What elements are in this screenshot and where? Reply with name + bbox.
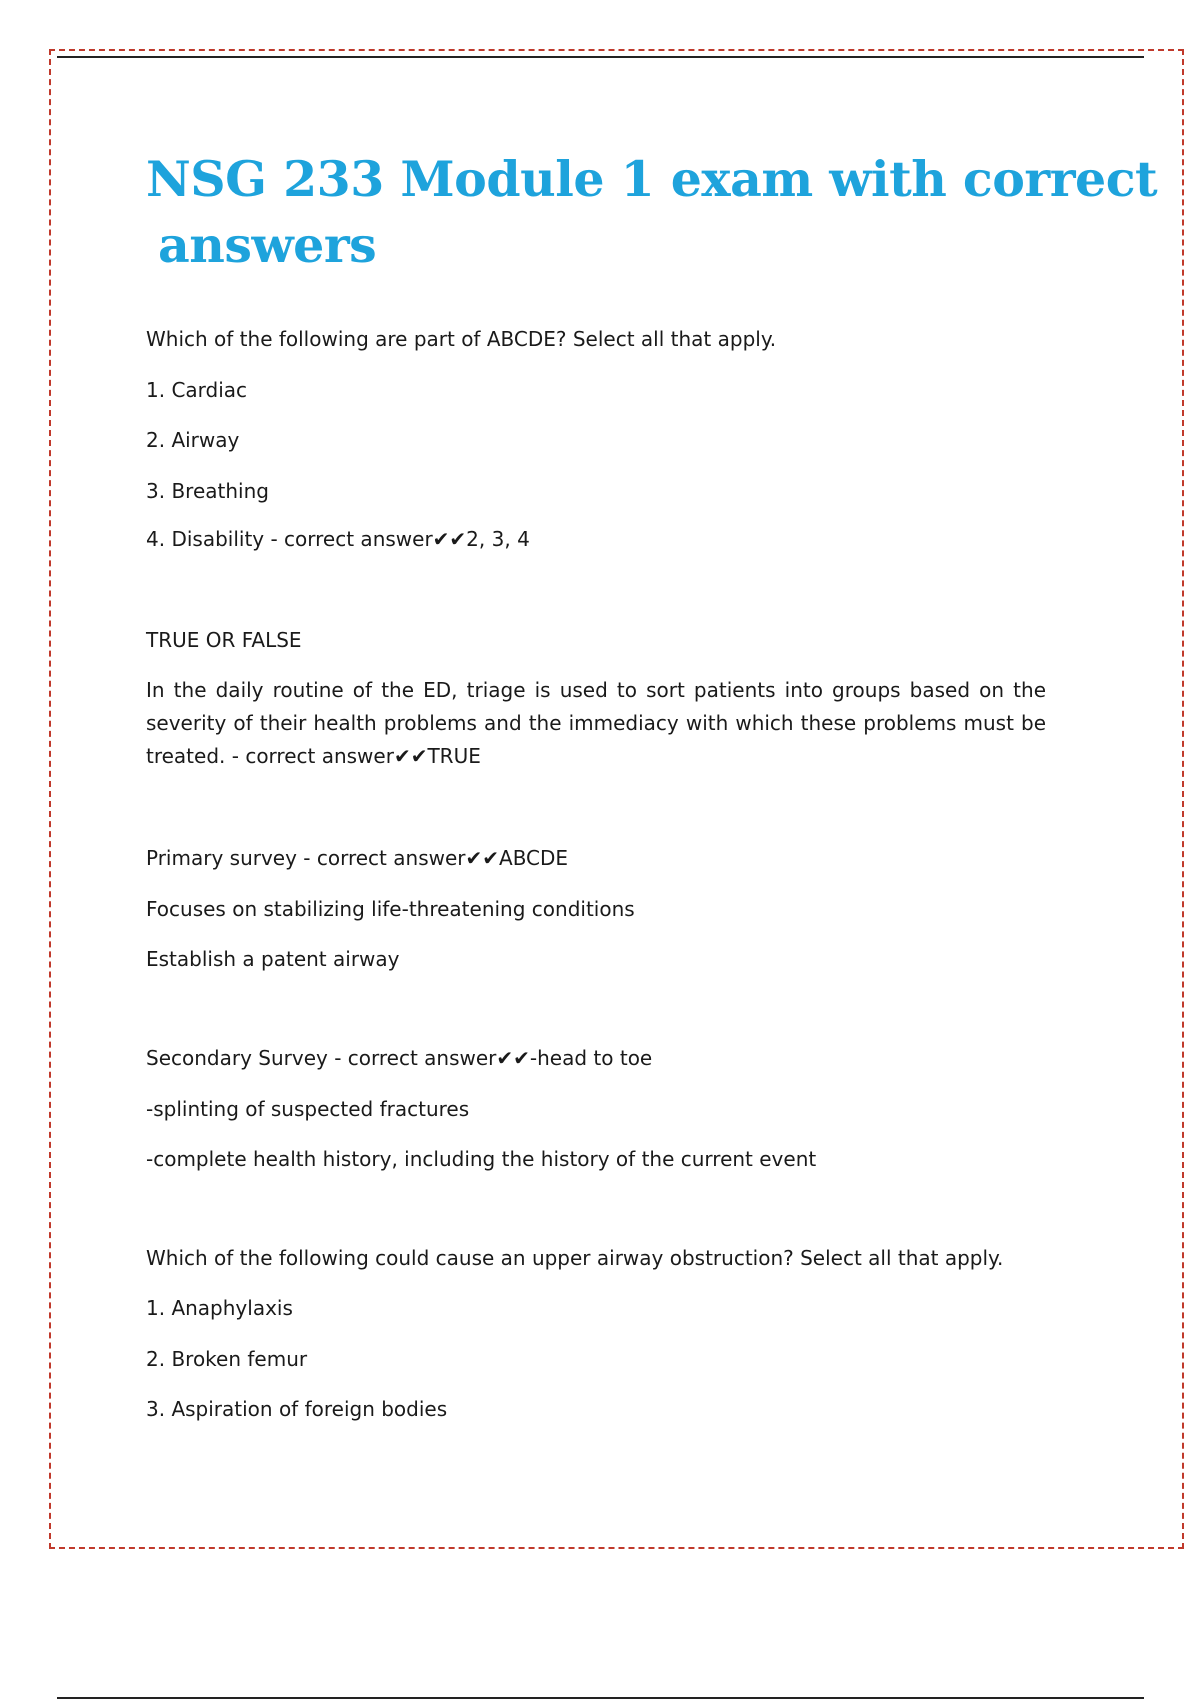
question-4-detail-2: -complete health history, including the history of the current event <box>146 1147 817 1171</box>
question-4-term-answer: Secondary Survey - correct answer✔✔-head to toe <box>146 1046 653 1070</box>
header-rule <box>57 56 1144 58</box>
question-5-option-3: 3. Aspiration of foreign bodies <box>146 1397 448 1421</box>
question-3-detail-1: Focuses on stabilizing life-threatening conditions <box>146 897 635 921</box>
question-3-term-answer: Primary survey - correct answer✔✔ABCDE <box>146 846 569 870</box>
title-line-1: NSG 233 Module 1 exam with correct <box>146 150 1158 208</box>
question-5-option-2: 2. Broken femur <box>146 1347 308 1371</box>
document-title <box>146 146 1158 278</box>
question-1-option-3: 3. Breathing <box>146 479 269 503</box>
question-1-option-4-answer: 4. Disability - correct answer✔✔2, 3, 4 <box>146 527 530 551</box>
question-3-detail-2: Establish a patent airway <box>146 947 400 971</box>
question-5-option-1: 1. Anaphylaxis <box>146 1296 293 1320</box>
question-1-option-2: 2. Airway <box>146 428 240 452</box>
question-5-prompt: Which of the following could cause an upper airway obstruction? Select all that apply. <box>146 1246 1004 1270</box>
question-2-heading: TRUE OR FALSE <box>146 628 302 652</box>
title-line-2: answers <box>158 216 377 274</box>
question-4-detail-1: -splinting of suspected fractures <box>146 1097 470 1121</box>
question-2-statement-answer: In the daily routine of the ED, triage is used to sort patients into groups based on the severity of their health problems and the immediacy with which these problems must be treated. - correct answer✔✔TRUE <box>146 678 1046 768</box>
footer-rule <box>57 1697 1144 1699</box>
question-1-prompt: Which of the following are part of ABCDE? Select all that apply. <box>146 327 777 351</box>
question-1-option-1: 1. Cardiac <box>146 378 248 402</box>
